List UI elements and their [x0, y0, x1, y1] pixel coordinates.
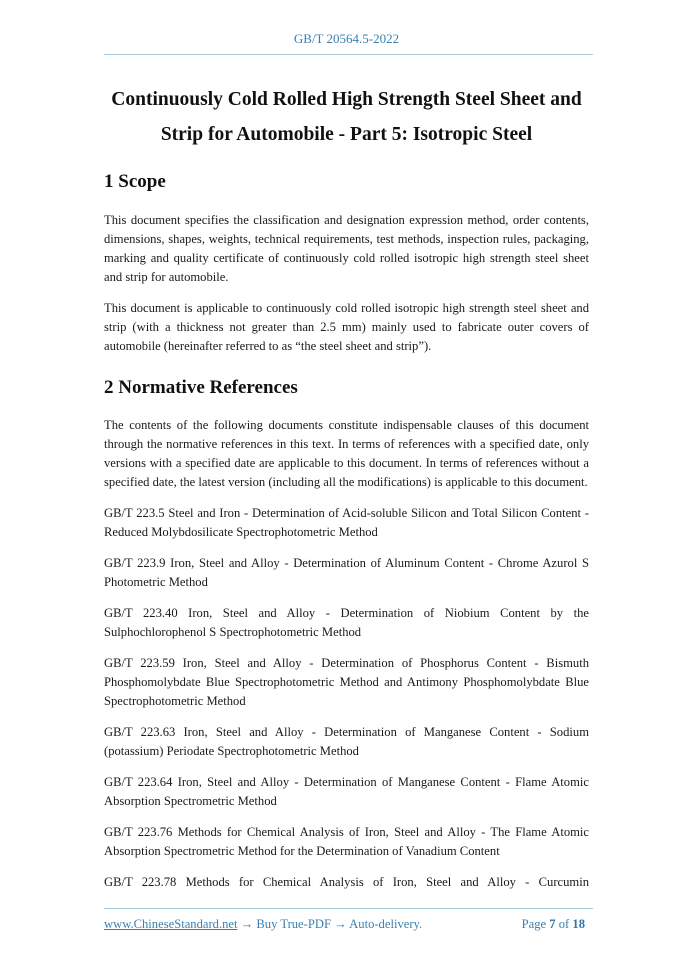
- reference-item: GB/T 223.9 Iron, Steel and Alloy - Determination of Aluminum Content - Chrome Azurol S Photometric Method: [104, 556, 589, 589]
- reference-item: GB/T 223.76 Methods for Chemical Analysis of Iron, Steel and Alloy - The Flame Atomic Absorption Spectrometric Method for the Determination of Vanadium Content: [104, 825, 589, 858]
- reference-item: GB/T 223.40 Iron, Steel and Alloy - Determination of Niobium Content by the Sulphochlorophenol S Spectrophotometric Method: [104, 606, 589, 639]
- reference-item: GB/T 223.63 Iron, Steel and Alloy - Determination of Manganese Content - Sodium (potassium) Periodate Spectrophotometric Method: [104, 725, 589, 758]
- footer-divider: [104, 908, 593, 909]
- doc-code-header: GB/T 20564.5-2022: [293, 31, 400, 46]
- arrow-right-icon: →: [334, 917, 347, 931]
- buy-true-pdf-text: Buy True-PDF: [256, 917, 331, 931]
- reference-item: GB/T 223.5 Steel and Iron - Determination of Acid-soluble Silicon and Total Silicon Content - Reduced Molybdosilicate Spectrophotometric Method: [104, 506, 589, 539]
- section-heading-scope: 1 Scope: [104, 171, 166, 192]
- reference-item: GB/T 223.78 Methods for Chemical Analysis of Iron, Steel and Alloy - Curcumin: [104, 875, 589, 889]
- arrow-right-icon: →: [240, 917, 254, 931]
- title-line-1: Continuously Cold Rolled High Strength Steel Sheet and: [111, 89, 582, 110]
- reference-item: GB/T 223.59 Iron, Steel and Alloy - Determination of Phosphorus Content - Bismuth Phosphomolybdate Blue Spectrophotometric Method and Antimony Phosphomolybdate Blue Spectrophotometric Method: [104, 656, 589, 708]
- document-title: [0, 82, 693, 152]
- reference-item: GB/T 223.64 Iron, Steel and Alloy - Determination of Manganese Content - Flame Atomic Absorption Spectrometric Method: [104, 775, 589, 808]
- scope-paragraph: This document is applicable to continuously cold rolled isotropic high strength steel sheet and strip (with a thickness not greater than 2.5 mm) mainly used to fabricate outer covers of automobile (hereinafter referred to as “the steel sheet and strip”).: [104, 301, 589, 353]
- title-line-2: Strip for Automobile - Part 5: Isotropic Steel: [160, 124, 533, 145]
- chinese-standard-link[interactable]: www.ChineseStandard.net: [104, 917, 238, 931]
- page-footer: [104, 917, 589, 932]
- document-body: [104, 168, 589, 904]
- references-intro-paragraph: The contents of the following documents constitute indispensable clauses of this document through the normative references in this text. In terms of references with a specified date, only versions with a specified date are applicable to this document. In terms of references without a specified date, the latest version (including all the modifications) is applicable to this document.: [104, 418, 589, 489]
- total-pages: 18: [572, 917, 585, 931]
- scope-paragraph: This document specifies the classification and designation expression method, order contents, dimensions, shapes, weights, technical requirements, test methods, inspection rules, packaging, marking and quality certificate of continuously cold rolled isotropic high strength steel sheet and strip for automobile.: [104, 213, 589, 284]
- current-page: 7: [549, 917, 556, 931]
- section-heading-normative-references: 2 Normative References: [104, 377, 298, 398]
- auto-delivery-text: Auto-delivery.: [349, 917, 423, 931]
- header-divider: [104, 54, 593, 55]
- page-number: [522, 917, 585, 932]
- of-label: of: [558, 917, 570, 931]
- page-label: Page: [521, 917, 547, 931]
